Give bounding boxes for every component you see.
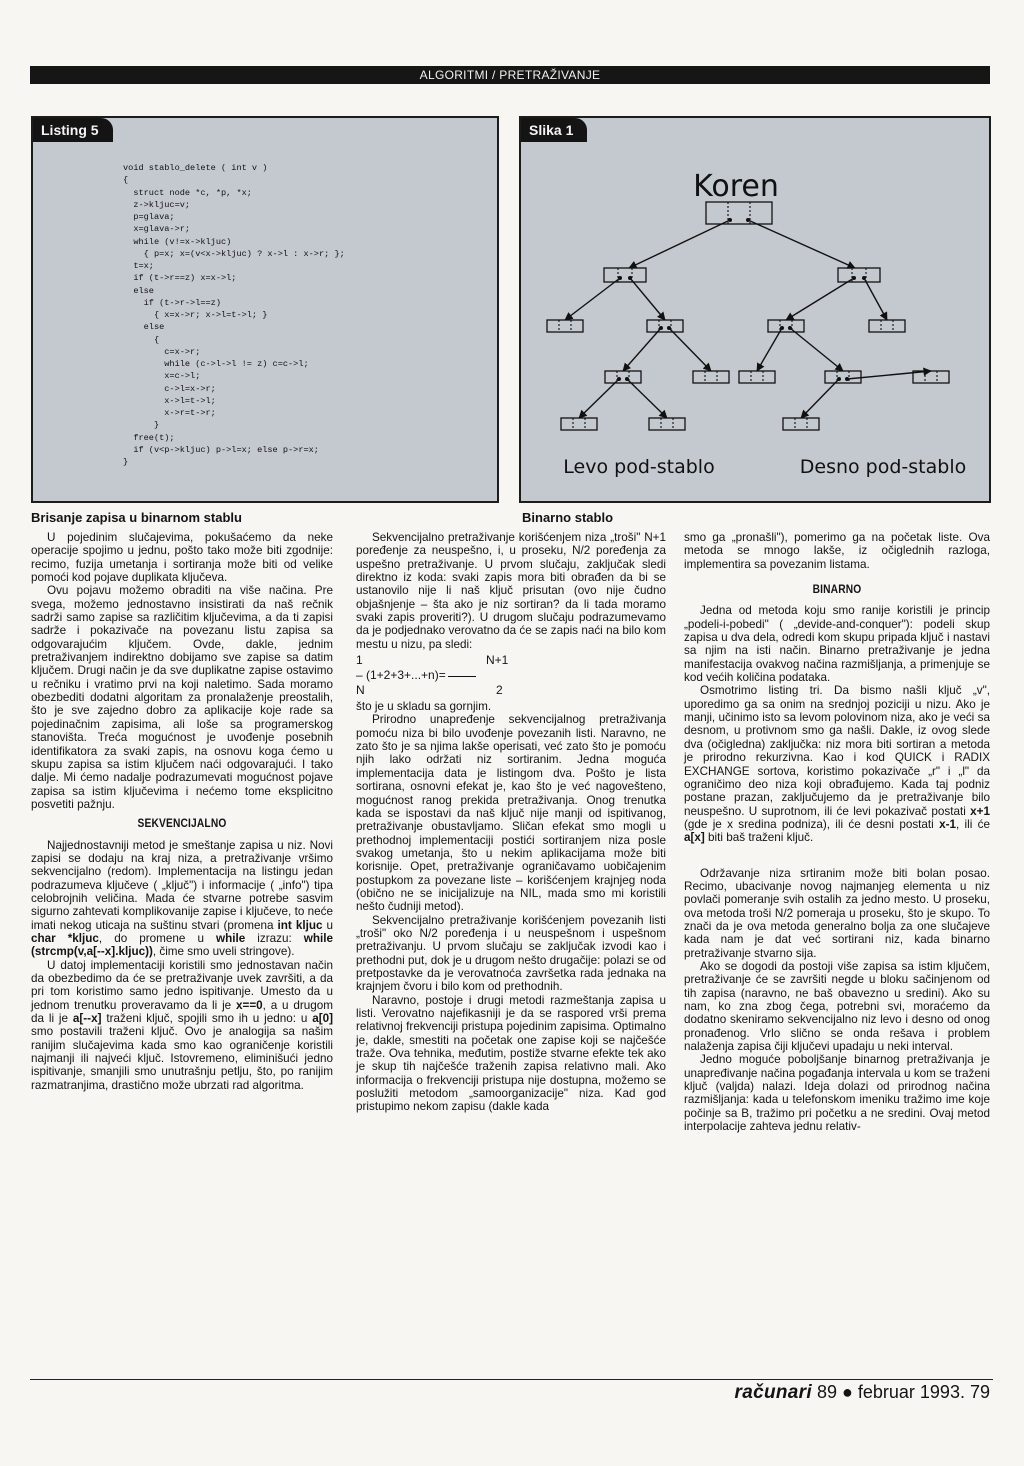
tree-node xyxy=(604,268,646,282)
tree-node xyxy=(783,418,819,430)
tree-edge xyxy=(786,278,854,320)
tree-node xyxy=(869,320,905,332)
paragraph: Ako se dogodi da postoji više zapisa sa istim ključem, pretraživanje će se završiti negde u bloku sačinjenom od tih zapisa (naravno, ne baš obavezno u sredini). Ako su nam, ko zna zbog čega, potrebni svi, moraćemo da dodatno skeniramo sekvencijalno niz levo i desno od onog pronađenog. Vrlo slično se onda rešava i problem nalaženja zapisa čiji ključevi upadaju u neki interval. xyxy=(684,959,990,1054)
tree-edge xyxy=(847,371,931,379)
paragraph: Jedno moguće poboljšanje binarnog pretraživanja je unapređivanje načina pogađanja intervala u kom se traženi ključ (valjda) nalazi. Ideja dolazi od prirodnog načina razmišljanja: kada u telefonskom imeniku tražimo ime koje počinje sa B, tražimo pri početku a ne sredini. Ovaj metod interpolacije zahteva jednu relativ- xyxy=(684,1053,990,1134)
paragraph: Prirodno unapređenje sekvencijalnog pretraživanja pomoću niza bi bilo uvođenje povezanih listi. Naravno, ne zato što je sa njima lakše operisati, već zato što je pomoću njih lako održati niz sortiranim. Jedna moguća implementacija data je listingom dva. Pošto je lista sortirana, osnovni efekat je, kao što je već nagovešteno, mogućnost ranog prekida pretraživanja. Onog trenutka kada se ispostavi da naš ključ nije manji od ispitivanog, pretraživanje obustavljamo. Sličan efekat smo mogli u prethodnoj implementaciji postići sortiranjem niza posle svakog umetanja, što u nekim aplikacijama može biti korisnije. Opet, pretraživanje ograničavamo uobičajenim postupkom za povezane liste – korišćenjem krajnjeg noda (obično ne se inicijalizuje na NIL, mada smo mi koristili nešto čudniji metod). xyxy=(356,713,666,914)
tree-node xyxy=(739,371,775,383)
root-label: Koren xyxy=(693,169,779,204)
text-column-3 xyxy=(684,531,990,1133)
paragraph: Najjednostavniji metod je smeštanje zapisa u niz. Novi zapisi se dodaju na kraj niza, a pretraživanje vršimo sekvencijalno (redom). Implementacija na listingu jedan podrazumeva ključeve ( „ključ") i informacije ( „info") tipa celobrojnih veličina. Mada će stvarne potrebe sasvim sigurno zahtevati komplikovanije zapise i ključeve, to neće imati nekog uticaja na suštinu stvari (promena int kljuc u char *kljuc, do promene u while izrazu: while (strcmp(v,a[--x].kljuc)), čime smo uveli stringove). xyxy=(31,838,334,959)
figure-box xyxy=(519,116,991,503)
paragraph: Sekvencijalno pretraživanje korišćenjem niza „troši" N+1 poređenje za neuspešno, i, u proseku, N/2 poređenja za uspešno pretraživanje. U prvom slučaju, zaključak sledi direktno iz koda: svaki zapis mora biti obrađen da bi se ustanovilo nije li naš ključ prisutan (ovo nije čudno objašnjenje – šta ako je niz sortiran? da li tada moramo svaki zapis proveriti?). U drugom slučaju podrazumevamo da je podjednako verovatno da će se zapis naći na bilo kom mestu u nizu, pa sledi: xyxy=(356,531,666,651)
tree-edge xyxy=(630,278,665,320)
page-footer xyxy=(735,1382,990,1404)
section-heading-binarno: BINARNO xyxy=(812,582,862,597)
paragraph: Ovu pojavu možemo obraditi na više načina. Pre svega, možemo jednostavno insistirati da naš rečnik sadrži samo zapise sa različitim ključevima, a da ti zapisi sadrže i pokazivače na povezanu listu zapisa sa odgovarajućim ključem. Ovde, dakle, jednim pretraživanjem indirektno dobijamo sve zapise sa datim ključem. Drugi način je da sve duplikatne zapise ostavimo u rečniku i vratimo prvi na koji naletimo. Sada moramo obezbediti dodatni algoritam za pronalaženje preostalih, što je sve zajedno dobro za aplikacije koje rade sa pojedinačnim zapisima, ali loše sa programerskog stanovišta. Treća mogućnost je uvođenje posebnih identifikatora za svaki zapis, na osnovu koga ćemo u skupu zapisa sa istim ključem naći odgovarajući. I tako dalje. Mi ćemo nadalje podrazumevati mogućnost pojave zapisa sa istim ključevima i nećemo tome eksplicitno posvetiti pažnju. xyxy=(31,584,333,811)
tree-edge xyxy=(579,379,619,418)
formula: 1 N+1 – (1+2+3+...+n)= N 2 xyxy=(356,653,509,698)
tree-edge xyxy=(627,379,667,418)
section-heading-sekvencijalno: SEKVENCIJALNO xyxy=(137,816,227,831)
listing-caption: Brisanje zapisa u binarnom stablu xyxy=(31,510,242,525)
paragraph: smo ga „pronašli"), pomerimo ga na početak liste. Ova metoda se mnogo lakše, iz očiglednih razloga, implementira sa povezanim listama. xyxy=(684,531,990,571)
tree-edge xyxy=(801,379,839,418)
tree-edge xyxy=(748,220,855,268)
tree-edge xyxy=(629,220,730,268)
paragraph: U pojedinim slučajevima, pokušaćemo da neke operacije spojimo u jednu, pošto tako može biti zgodnije: recimo, fuzija umetanja i sortiranja može biti od velike pomoći kod pojave duplikata ključeva. xyxy=(31,531,333,585)
paragraph: Održavanje niza srtiranim može biti bolan posao. Recimo, ubacivanje novog najmanjeg elementa u niz povlači pomeranje svih ostalih za jedno mesto. U proseku, ova metoda troši N/2 pomeraja u proseku, što je skupo. To znači da je ova metoda generalno bolja za one slučajeve kada nam je dat već sortirani niz, kada binarno pretraživanje stvarno sija. xyxy=(684,866,990,960)
footer-rule xyxy=(30,1379,993,1380)
tree-edge xyxy=(864,278,887,320)
tree-node xyxy=(649,418,685,430)
paragraph: U datoj implementaciji koristili smo jednostavan način da obezbedimo da će se pretraživanje uvek završiti, a da pri tom koristimo samo jedno ispitivanje. Umesto da u jednom trenutku proveravamo da li je x==0, a u drugom da li je a[--x] traženi ključ, spojili smo ih u jedno: u a[0] smo postavili traženi ključ. Ovo je analogija sa našim ranijim slučajevima kada smo kao ograničenje koristili najmanji ili najveći ključ. Istovremeno, eliminišući jedno ispitivanje, smanjili smo unutrašnju petlju, što, po ranijim razmatranjima, drastično može ubrzati rad algoritma. xyxy=(31,958,333,1092)
paragraph: Osmotrimo listing tri. Da bismo našli ključ „v", uporedimo ga sa onim na srednjoj poziciji u nizu. Ako je manji, učinimo isto sa levom polovinom niza, ako je veći sa desnom, u protivnom smo ga našli. Dakle, iz ovog slede dva (očigledna) zaključka: niz mora biti sortiran a metoda je prirodno rekurzivna. Kao i kod QUICK i RADIX EXCHANGE sortova, koristimo pokazivače „r" i „l" da ograničimo deo niza koji obrađujemo. Kada taj podniz postane prazan, zaključujemo da je pretraživanje bilo neuspešno. U suprotnom, ili će levi pokazivač postati x+1 (gde je x sredina podniza), ili će desni postati x-1, ili će a[x] biti baš traženi ključ. xyxy=(684,684,990,845)
tree-edge xyxy=(565,278,620,320)
issue-date: februar 1993. xyxy=(857,1382,965,1402)
tree-edge xyxy=(757,328,782,371)
text-column-1 xyxy=(31,531,333,1092)
figure-caption: Binarno stablo xyxy=(522,510,614,525)
code-listing: void stablo_delete ( int v ) { struct node *c, *p, *x; z->kljuc=v; p=glava; x=glava->r; while (v!=x->kljuc) { p=x; x=(v<x->kljuc) ? x->l : x->r; }; t=x; if (t->r==z) x=x->l; else if (t->r->l==z) { x=x->r; x->l=t->l; } else { c=x->r; while (c->l->l != z) c=c->l; x=c->l; c->l=x->r; x->l=t->l; x->r=t->r; } free(t); if (v<p->kljuc) p->l=x; else p->r=x; } xyxy=(123,163,345,467)
tree-node xyxy=(561,418,597,430)
tree-node xyxy=(693,371,729,383)
bullet-separator: ● xyxy=(841,1382,853,1402)
paragraph: Naravno, postoje i drugi metodi razmeštanja zapisa u listi. Verovatno najefikasniji je da se raspored vrši prema relativnoj frekvenciji pristupa pojedinim zapisima. Optimalno je, dakle, smestiti na početak one zapise koji se najčešće traže. Ova tehnika, međutim, postiže stvarne efekte tek ako je skup tih najčešće traženih zapisa relativno mali. Ako informacija o frekvenciji pristupa nije dostupna, možemo se poslužiti metodom „samoorganizacije" niza. Kad god pristupimo nekom zapisu (dakle kada xyxy=(356,993,666,1114)
tree-node xyxy=(605,371,641,383)
page-number: 79 xyxy=(969,1382,990,1402)
right-subtree-label: Desno pod-stablo xyxy=(799,456,967,478)
paragraph: Sekvencijalno pretraživanje korišćenjem povezanih listi „troši" oko N/2 poređenja i u neuspešnom i uspešnom pretraživanju. U prvom slučaju se zaključak izvodi kao i prethodni put, dok je u drugom nešto drugačije: polazi se od pretpostavke da je verovatnoća završetka rada jednaka na krajnjem čvoru i bilo kom od prethodnih. xyxy=(356,913,666,994)
tree-node xyxy=(838,268,880,282)
tree-node xyxy=(647,320,683,332)
tree-node xyxy=(706,202,772,224)
section-header: ALGORITMI / PRETRAŽIVANJE xyxy=(30,66,990,84)
listing-box xyxy=(31,116,499,503)
listing-label: Listing 5 xyxy=(33,118,113,142)
tree-edge xyxy=(623,328,661,371)
left-subtree-label: Levo pod-stablo xyxy=(563,456,715,478)
magazine-name: računari xyxy=(734,1382,812,1403)
binary-tree-diagram xyxy=(521,118,989,501)
tree-node xyxy=(547,320,583,332)
figure-label: Slika 1 xyxy=(521,118,587,142)
tree-node xyxy=(768,320,804,332)
paragraph: Jedna od metoda koju smo ranije koristili je princip „podeli-i-pobedi" ( „devide-and-conquer"): podeli skup zapisa u dva dela, odredi kom skupu pripada ključ i nastavi sa njim na isti način. Binarno pretraživanje je jedna manifestacija ovakvog načina razmišljanja, a primenjuje se kod većih količina podataka. xyxy=(684,604,990,685)
text-column-2 xyxy=(356,531,666,1114)
tree-edge xyxy=(790,328,843,371)
issue-number: 89 xyxy=(816,1382,837,1402)
tree-node xyxy=(825,371,861,383)
paragraph: što je u skladu sa gornjim. xyxy=(356,700,492,714)
tree-edge xyxy=(669,328,711,371)
